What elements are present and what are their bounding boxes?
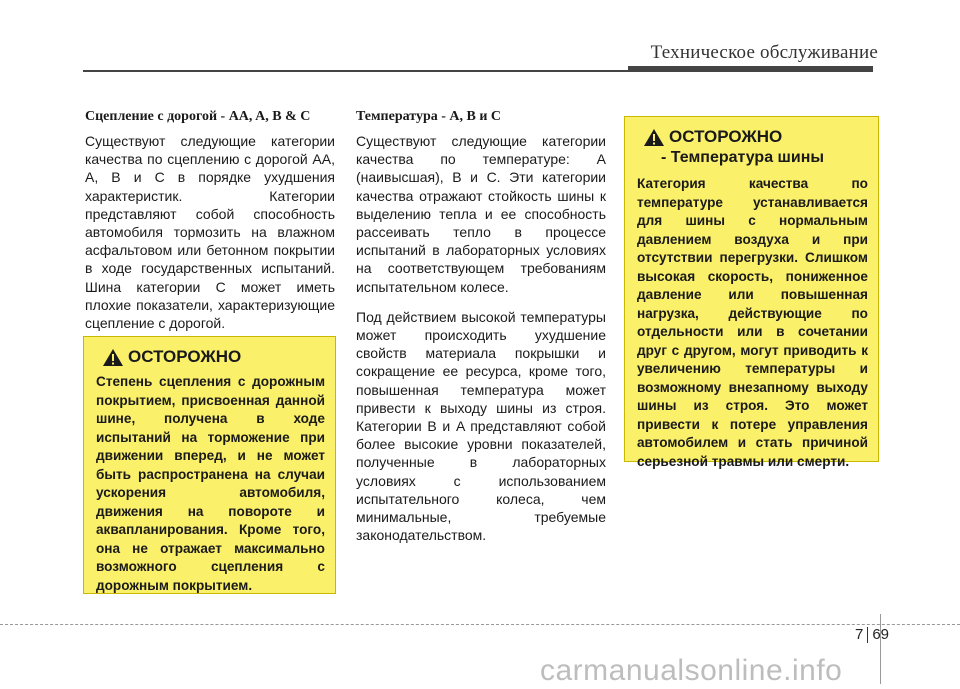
warning-subtitle: - Температура шины	[661, 149, 825, 166]
traction-text: Существуют следующие категории качества по сцеплению с дорогой AA, A, B и C в порядке ухудшения характеристик. Категории представляют собой способность автомобиля тормозить на влажном асфальтовом или бетонном покрытии в ходе государственных испытаний. Шина категории C может иметь плохие показатели, характеризующие сцепление с дорогой.	[85, 133, 335, 332]
header-rule-accent	[628, 66, 873, 72]
crop-mark	[880, 614, 881, 684]
watermark: carmanualsonline.info	[540, 654, 843, 687]
footer-rule	[0, 624, 960, 625]
warning-title	[643, 127, 868, 147]
temperature-section	[356, 108, 606, 556]
temperature-heading: Температура - A, B и C	[356, 109, 502, 124]
warning-title-text: ОСТОРОЖНО	[669, 127, 783, 146]
warning-title-text: ОСТОРОЖНО	[128, 347, 242, 366]
traction-section	[85, 108, 335, 344]
warning-triangle-icon	[643, 128, 665, 147]
temperature-warning-box	[624, 116, 879, 469]
page-separator	[867, 627, 868, 643]
page-number	[855, 626, 889, 643]
traction-warning-box	[83, 336, 336, 594]
warning-title	[102, 347, 325, 367]
temperature-warning-text: Категория качества по температуре устанавливается для шины с нормальным давлением воздуха и при отсутствии перегрузки. Слишком высокая скорость, пониженное давление или повышенная нагрузка, действующие по отдельности или в сочетании друг с другом, могут приводить к увеличению температуры и возможному внезапному выходу шины из строя. Это может привести к потере управления автомобилем и стать причиной серьезной травмы или смерти.	[637, 176, 868, 469]
traction-heading: Сцепление с дорогой - AA, A, B & C	[85, 109, 311, 124]
temperature-text-1: Существуют следующие категории качества по температуре: A (наивысшая), B и C. Эти категории качества отражают стойкость шины к выделению тепла и ее способность рассеивать тепло в процессе испытаний в лабораторных условиях на соответствующем требованиям испытательном колесе.	[356, 133, 606, 295]
page-number-value: 69	[872, 626, 890, 643]
header-title: Техническое обслуживание	[650, 42, 878, 63]
chapter-number: 7	[855, 626, 864, 643]
temperature-text-2: Под действием высокой температуры может происходить ухудшение свойств материала покрышки и сокращение ее ресурса, кроме того, повышенная температура может привести к выходу шины из строя. Категории B и A представляют собой более высокие уровни показателей, полученные в лабораторных условиях с использованием испытательного колеса, чем минимальные, требуемые законодательством.	[356, 308, 606, 544]
warning-triangle-icon	[102, 348, 124, 367]
traction-warning-text: Степень сцепления с дорожным покрытием, присвоенная данной шине, получена в ходе испытаний на торможение при движении вперед, и не может быть распространена на случаи ускорения автомобиля, движения на повороте и аквапланирования. Кроме того, она не отражает максимально возможного сцепления с дорожным покрытием.	[96, 374, 325, 593]
